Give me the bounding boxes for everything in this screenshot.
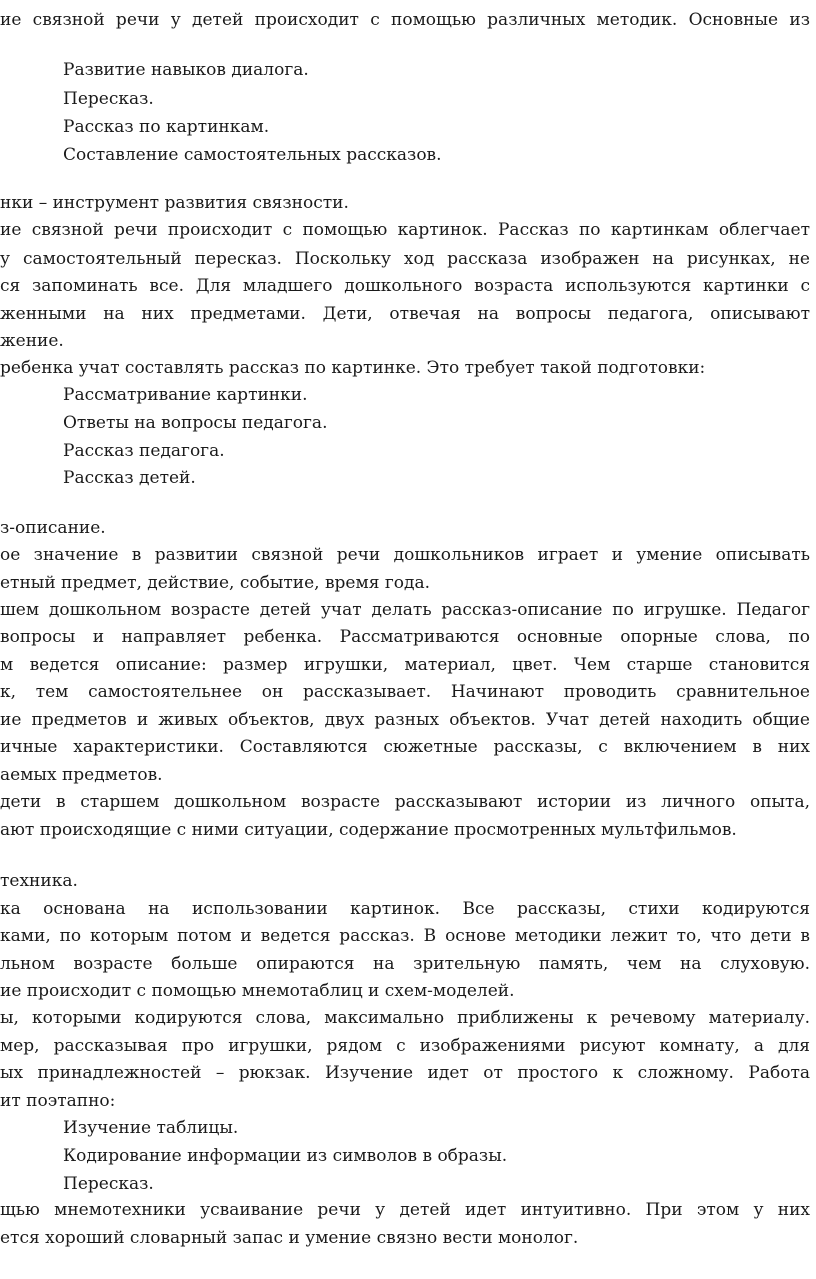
- paragraph-line: ичные характеристики. Составляются сюжетные рассказы, с включением в них: [0, 737, 810, 757]
- paragraph-line: ие связной речи происходит с помощью картинок. Рассказ по картинкам облегчает: [0, 220, 810, 240]
- paragraph-line: ых принадлежностей – рюкзак. Изучение идет от простого к сложному. Работа: [0, 1063, 810, 1083]
- paragraph-line: ие предметов и живых объектов, двух разных объектов. Учат детей находить общие: [0, 710, 810, 730]
- paragraph-line: ы, которыми кодируются слова, максимально приближены к речевому материалу.: [0, 1008, 810, 1028]
- paragraph-line: жение.: [0, 331, 64, 351]
- paragraph-line: щью мнемотехники усваивание речи у детей идет интуитивно. При этом у них: [0, 1200, 810, 1220]
- list-item: Рассматривание картинки.: [63, 385, 308, 405]
- paragraph-line: к, тем самостоятельнее он рассказывает. Начинают проводить сравнительное: [0, 682, 810, 702]
- paragraph-line: вопросы и направляет ребенка. Рассматриваются основные опорные слова, по: [0, 627, 810, 647]
- paragraph-line: ое значение в развитии связной речи дошкольников играет и умение описывать: [0, 545, 810, 565]
- paragraph-line: ают происходящие с ними ситуации, содержание просмотренных мультфильмов.: [0, 820, 737, 840]
- list-item: Изучение таблицы.: [63, 1118, 239, 1138]
- list-item: Рассказ педагога.: [63, 441, 225, 461]
- paragraph-line: м ведется описание: размер игрушки, материал, цвет. Чем старше становится: [0, 655, 810, 675]
- list-item: Рассказ по картинкам.: [63, 117, 270, 137]
- list-item: Рассказ детей.: [63, 468, 196, 488]
- list-item: Пересказ.: [63, 1174, 154, 1194]
- paragraph-line: етный предмет, действие, событие, время года.: [0, 573, 430, 593]
- paragraph-line: аемых предметов.: [0, 765, 163, 785]
- paragraph-line: ие происходит с помощью мнемотаблиц и схем-моделей.: [0, 981, 515, 1001]
- section3-heading: з-описание.: [0, 518, 106, 538]
- paragraph-line: льном возрасте больше опираются на зрительную память, чем на слуховую.: [0, 954, 810, 974]
- paragraph-line: у самостоятельный пересказ. Поскольку ход рассказа изображен на рисунках, не: [0, 249, 810, 269]
- paragraph-line: женными на них предметами. Дети, отвечая на вопросы педагога, описывают: [0, 304, 810, 324]
- list-item: Развитие навыков диалога.: [63, 60, 309, 80]
- paragraph-line: ется хороший словарный запас и умение связно вести монолог.: [0, 1228, 579, 1248]
- section1-intro: ие связной речи у детей происходит с помощью различных методик. Основные из: [0, 10, 810, 30]
- list-item: Составление самостоятельных рассказов.: [63, 145, 442, 165]
- paragraph-line: ся запоминать все. Для младшего дошкольного возраста используются картинки с: [0, 276, 810, 296]
- paragraph-line: ками, по которым потом и ведется рассказ. В основе методики лежит то, что дети в: [0, 926, 810, 946]
- paragraph-line: дети в старшем дошкольном возрасте рассказывают истории из личного опыта,: [0, 792, 810, 812]
- paragraph-line: шем дошкольном возрасте детей учат делать рассказ-описание по игрушке. Педагог: [0, 600, 810, 620]
- list-item: Ответы на вопросы педагога.: [63, 413, 328, 433]
- section2-heading: нки – инструмент развития связности.: [0, 193, 349, 213]
- section4-heading: техника.: [0, 871, 78, 891]
- list-item: Пересказ.: [63, 89, 154, 109]
- paragraph-line: мер, рассказывая про игрушки, рядом с изображениями рисуют комнату, а для: [0, 1036, 810, 1056]
- paragraph-line: ит поэтапно:: [0, 1091, 116, 1111]
- list-item: Кодирование информации из символов в образы.: [63, 1146, 508, 1166]
- paragraph-line: ка основана на использовании картинок. Все рассказы, стихи кодируются: [0, 899, 810, 919]
- section2-lead: ребенка учат составлять рассказ по картинке. Это требует такой подготовки:: [0, 358, 706, 378]
